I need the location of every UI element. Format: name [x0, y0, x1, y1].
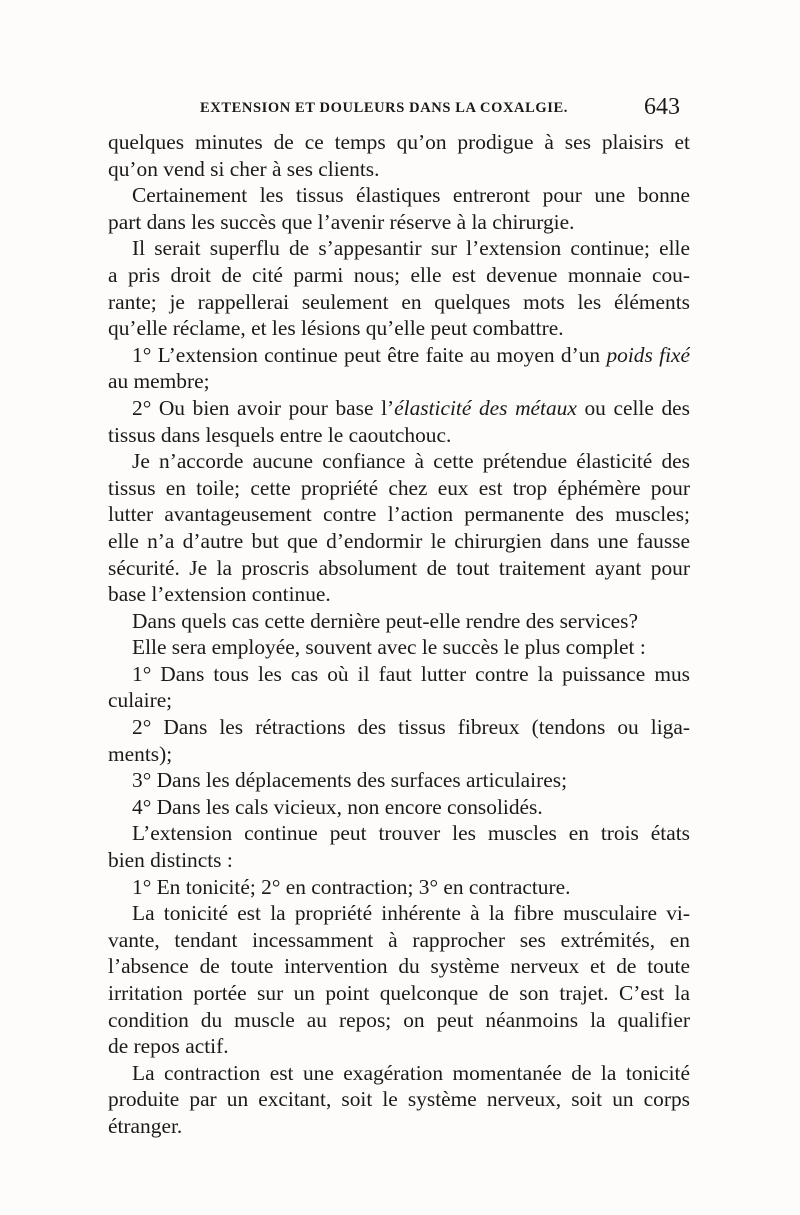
text-line — [108, 1060, 690, 1087]
running-title: EXTENSION ET DOULEURS DANS LA COXALGIE. — [200, 100, 568, 116]
text-line-content: a pris droit de cité parmi nous; elle est devenue monnaie cou- — [108, 262, 690, 287]
text-line — [108, 475, 690, 502]
text-line-content: lutter avantageusement contre l’action permanente des muscles; — [108, 502, 690, 527]
text-line — [108, 315, 690, 342]
text-line-content: bien distincts : — [108, 848, 233, 873]
text-line — [108, 501, 690, 528]
text-line-content: elle n’a d’autre but que d’endormir le chirurgien dans une fausse — [108, 528, 690, 553]
text-line — [108, 714, 690, 741]
italic-phrase: poids fixé — [606, 342, 690, 367]
text-line — [108, 900, 690, 927]
text-line-content: 2° Ou bien avoir pour base l’ — [132, 395, 395, 420]
text-line — [108, 980, 690, 1007]
text-line-content: étranger. — [108, 1113, 183, 1138]
text-line — [108, 794, 690, 821]
italic-phrase: élasticité des métaux — [394, 395, 577, 420]
text-line-content: tissus en toile; cette propriété chez eux est trop éphémère pour — [108, 475, 690, 500]
text-line-content: irritation portée sur un point quelconque de son trajet. C’est la — [108, 981, 690, 1005]
text-line-content: condition du muscle au repos; on peut néanmoins la qualifier — [108, 1007, 690, 1032]
body-text — [108, 129, 690, 1140]
text-line — [108, 368, 690, 395]
text-line-content: sécurité. Je la proscris absolument de tout traitement ayant pour — [108, 555, 690, 580]
text-line — [108, 395, 690, 422]
text-line — [108, 1113, 690, 1140]
text-line — [108, 741, 690, 768]
text-line-content: Je n’accorde aucune confiance à cette prétendue élasticité des — [132, 449, 690, 474]
text-line — [108, 129, 690, 156]
text-line-content: Il serait superflu de s’appesantir sur l’extension continue; elle — [132, 236, 690, 261]
text-line — [108, 262, 690, 289]
text-line-content: 1° L’extension continue peut être faite au moyen d’un — [132, 342, 607, 367]
text-line — [108, 342, 690, 369]
text-line-content: 3° Dans les déplacements des surfaces articulaires; — [132, 768, 568, 793]
text-line — [108, 927, 690, 954]
text-line-content: 1° En tonicité; 2° en contraction; 3° en contracture. — [132, 874, 571, 899]
text-line — [108, 235, 690, 262]
text-line — [108, 634, 690, 661]
text-line — [108, 182, 690, 209]
text-line-content: Elle sera employée, souvent avec le succès le plus complet : — [132, 635, 646, 660]
text-line-content: base l’extension continue. — [108, 582, 331, 607]
text-line-content: qu’elle réclame, et les lésions qu’elle peut combattre. — [108, 316, 564, 341]
text-line — [108, 156, 690, 183]
text-line-content: rante; je rappellerai seulement en quelques mots les éléments — [108, 289, 690, 314]
text-line — [108, 767, 690, 794]
text-line-content: vante, tendant incessamment à rapprocher ses extrémités, en — [108, 927, 690, 952]
text-line-content: L’extension continue peut trouver les muscles en trois états — [132, 821, 690, 846]
text-line-content: produite par un excitant, soit le système nerveux, soit un corps — [108, 1087, 690, 1112]
text-line-content: qu’on vend si cher à ses clients. — [108, 156, 380, 181]
running-head — [108, 94, 684, 122]
text-line-content: 2° Dans les rétractions des tissus fibreux (tendons ou liga- — [132, 715, 690, 740]
text-line — [108, 1086, 690, 1113]
text-line-content: de repos actif. — [108, 1034, 229, 1059]
text-line — [108, 661, 690, 688]
text-line — [108, 581, 690, 608]
text-line-content: l’absence de toute intervention du système nerveux et de toute — [108, 954, 690, 979]
text-line — [108, 528, 690, 555]
text-line-continuation: ou celle des — [576, 395, 690, 420]
text-line-content: 1° Dans tous les cas où il faut lutter contre la puissance mus — [132, 661, 690, 686]
text-line — [108, 1033, 690, 1060]
text-line — [108, 1007, 690, 1034]
text-line-content: part dans les succès que l’avenir réserve à la chirurgie. — [108, 209, 575, 234]
text-line — [108, 874, 690, 901]
text-line-content: Dans quels cas cette dernière peut-elle rendre des services? — [132, 608, 638, 633]
text-line-content: ments); — [108, 741, 173, 766]
text-line — [108, 847, 690, 874]
text-line-content: culaire; — [108, 688, 173, 713]
text-line-content: La tonicité est la propriété inhérente à la fibre musculaire vi- — [132, 901, 690, 926]
text-line-content: quelques minutes de ce temps qu’on prodigue à ses plaisirs et — [108, 130, 690, 154]
text-line — [108, 687, 690, 714]
text-line — [108, 448, 690, 475]
text-line-content: tissus dans lesquels entre le caoutchouc. — [108, 422, 452, 447]
page-number: 643 — [644, 94, 680, 120]
text-line — [108, 209, 690, 236]
text-line — [108, 422, 690, 449]
text-line-content: La contraction est une exagération momentanée de la tonicité — [132, 1060, 690, 1085]
text-line-content: 4° Dans les cals vicieux, non encore consolidés. — [132, 794, 543, 819]
text-line-content: au membre; — [108, 369, 210, 394]
text-line — [108, 820, 690, 847]
text-line — [108, 953, 690, 980]
text-line-content: Certainement les tissus élastiques entreront pour une bonne — [132, 183, 690, 208]
text-line — [108, 289, 690, 316]
text-line — [108, 555, 690, 582]
text-line — [108, 608, 690, 635]
